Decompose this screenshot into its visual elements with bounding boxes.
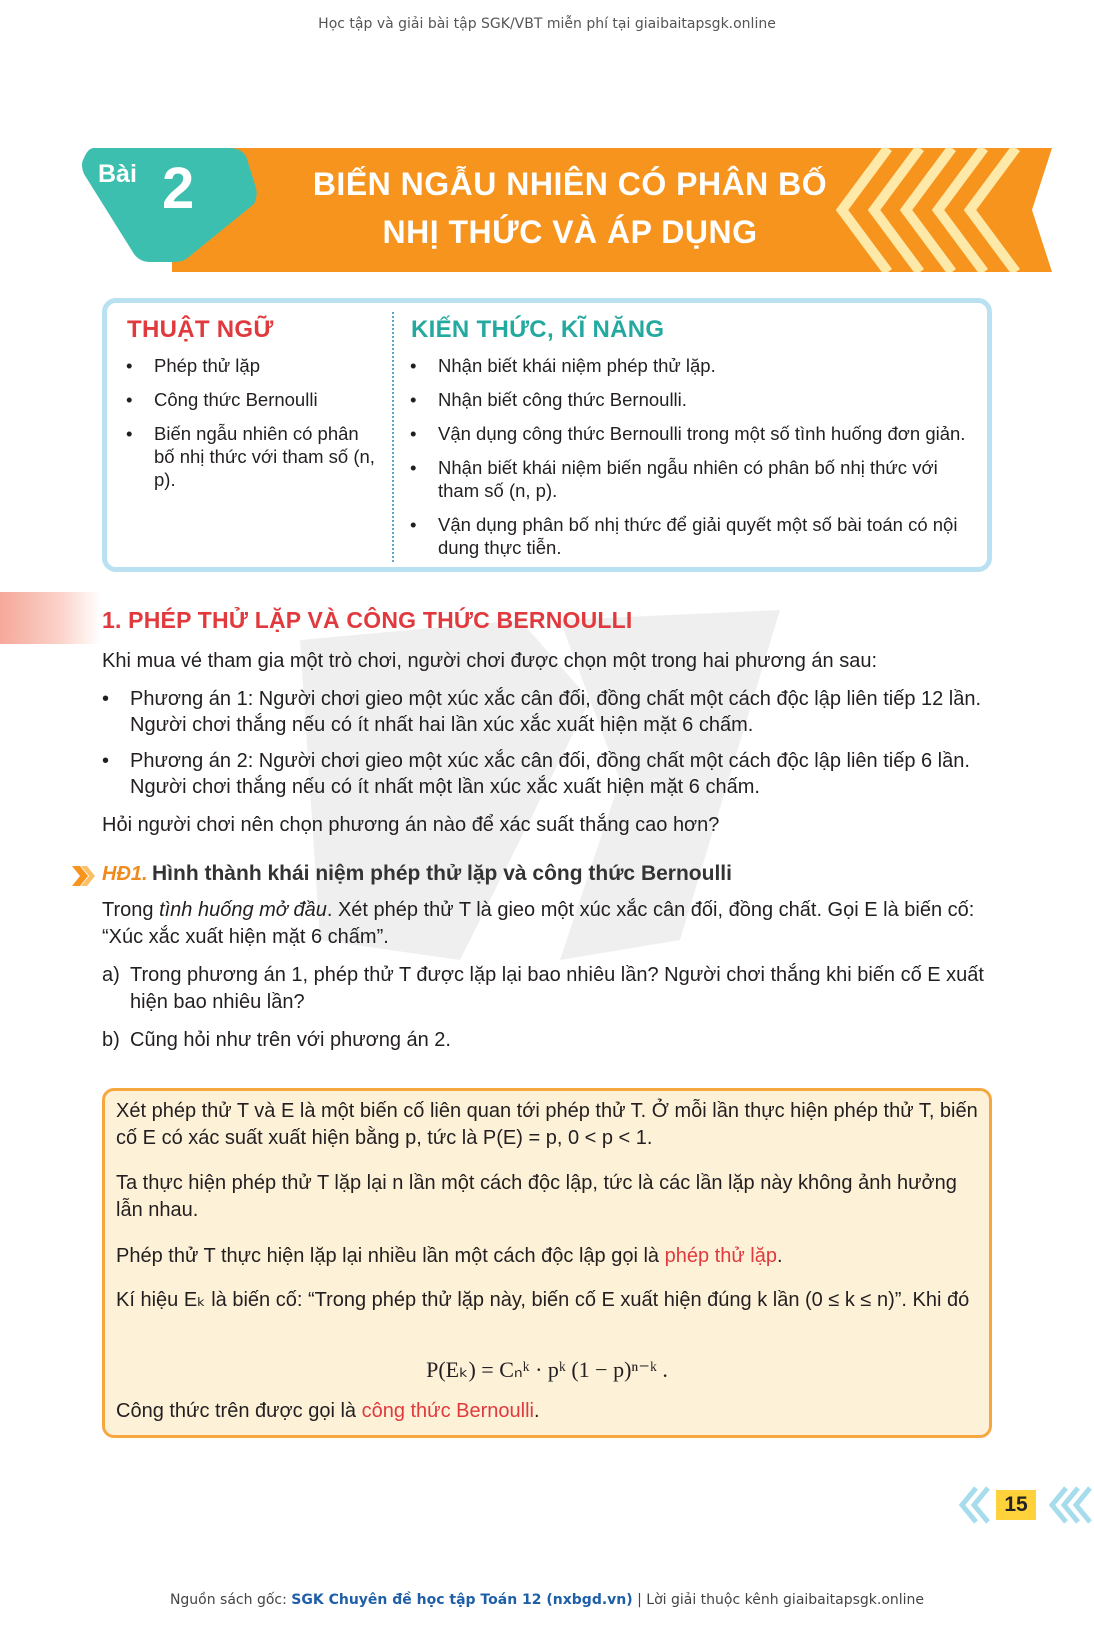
footer-source-link[interactable]: SGK Chuyên đề học tập Toán 12 (nxbgd.vn) (291, 1592, 633, 1608)
skill-item: • Nhận biết khái niệm phép thử lặp. (410, 354, 975, 377)
definition-p5 (116, 1398, 981, 1425)
term-params: (n, p). (154, 446, 375, 490)
footer-prefix: Nguồn sách gốc: (169, 1592, 292, 1608)
skills-title: KIẾN THỨC, KĨ NĂNG (411, 316, 665, 343)
chevron-right-icon (72, 866, 96, 886)
terms-title: THUẬT NGỮ (127, 316, 274, 343)
header-note: Học tập và giải bài tập SGK/VBT miễn phí tại giaibaitapsgk.online (318, 16, 776, 32)
section-intro: Khi mua vé tham gia một trò chơi, người chơi được chọn một trong hai phương án sau: (102, 650, 877, 672)
question-a (102, 962, 997, 1016)
definition-p1: Xét phép thử T và E là một biến cố liên quan tới phép thử T. Ở mỗi lần thực hiện phép thử T, biến cố E có xác suất xuất hiện bằng p, tức là P(E) = p, 0 < p < 1. (116, 1100, 978, 1149)
lesson-number: 2 (162, 156, 195, 221)
activity-intro-b: . Xét phép thử T là gieo một xúc xắc cân đối, đồng chất. Gọi E là biến cố: “Xúc xắc xuất hiện mặt 6 chấm”. (102, 899, 975, 948)
footer-suffix: | Lời giải thuộc kênh giaibaitapsgk.online (632, 1592, 925, 1608)
option-item: • Phương án 1: Người chơi gieo một xúc xắc cân đối, đồng chất một cách độc lập liên tiếp 12 lần. Người chơi thắng nếu có ít nhất hai lần xúc xắc xuất hiện mặt 6 chấm. (102, 686, 997, 738)
footer-note (0, 1592, 1094, 1608)
term-text: Biến ngẫu nhiên có phân bố nhị thức với tham số (154, 423, 359, 467)
options-list (102, 686, 997, 810)
question-a-label: a) (102, 964, 120, 986)
term-item: • Phép thử lặp (126, 354, 376, 377)
definition-p2: Ta thực hiện phép thử T lặp lại n lần một cách độc lập, tức là các lần lặp này không ảnh hưởng lẫn nhau. (116, 1172, 957, 1221)
skill-item: • Vận dụng công thức Bernoulli trong một số tình huống đơn giản. (410, 422, 975, 445)
definition-p5-text: Công thức trên được gọi là (116, 1400, 362, 1422)
question-b-label: b) (102, 1029, 120, 1051)
skills-list (410, 354, 975, 570)
lesson-title-line1: BIẾN NGẪU NHIÊN CÓ PHÂN BỐ (312, 166, 828, 202)
definition-p3-text: Phép thử T thực hiện lặp lại nhiều lần một cách độc lập gọi là (116, 1245, 665, 1267)
section-question: Hỏi người chơi nên chọn phương án nào để xác suất thắng cao hơn? (102, 814, 720, 836)
terms-list (126, 354, 376, 502)
activity-intro (102, 897, 997, 951)
term-bernoulli-formula: công thức Bernoulli (361, 1400, 534, 1422)
question-b-text: Cũng hỏi như trên với phương án 2. (130, 1029, 451, 1051)
question-b (102, 1027, 997, 1054)
activity-intro-a: Trong (102, 899, 160, 921)
term-item (126, 422, 376, 491)
page-number: 15 (1004, 1493, 1028, 1516)
definition-p3-end: . (776, 1245, 783, 1267)
lesson-title-line2: NHỊ THỨC VÀ ÁP DỤNG (382, 214, 758, 250)
activity-intro-italic: tình huống mở đầu (159, 899, 327, 921)
activity-label: HĐ1. (102, 863, 148, 885)
definition-p3 (116, 1243, 981, 1270)
activity-title: Hình thành khái niệm phép thử lặp và công thức Bernoulli (152, 862, 732, 885)
term-repeated-trial: phép thử lặp (664, 1245, 777, 1267)
lesson-word: Bài (98, 160, 137, 188)
column-divider (392, 312, 394, 562)
skill-item: • Vận dụng phân bố nhị thức để giải quyết một số bài toán có nội dung thực tiễn. (410, 513, 975, 559)
definition-p4: Kí hiệu Eₖ là biến cố: “Trong phép thử lặp này, biến cố E xuất hiện đúng k lần (0 ≤ k ≤ n)”. Khi đó (116, 1289, 970, 1311)
definition-p5-end: . (533, 1400, 540, 1422)
section-accent (0, 592, 100, 644)
option-item: • Phương án 2: Người chơi gieo một xúc xắc cân đối, đồng chất một cách độc lập liên tiếp 6 lần. Người chơi thắng nếu có ít nhất một lần xúc xắc xuất hiện mặt 6 chấm. (102, 748, 997, 800)
term-item: • Công thức Bernoulli (126, 388, 376, 411)
section-title: 1. PHÉP THỬ LẶP VÀ CÔNG THỨC BERNOULLI (102, 607, 633, 633)
bernoulli-formula: P(Eₖ) = Cₙᵏ · pᵏ (1 − p)ⁿ⁻ᵏ . (426, 1357, 668, 1382)
activity-questions (102, 962, 997, 1065)
skill-item: • Nhận biết công thức Bernoulli. (410, 388, 975, 411)
skill-item: • Nhận biết khái niệm biến ngẫu nhiên có phân bố nhị thức với tham số (n, p). (410, 456, 975, 502)
question-a-text: Trong phương án 1, phép thử T được lặp lại bao nhiêu lần? Người chơi thắng khi biến cố E xuất hiện bao nhiêu lần? (130, 964, 984, 1013)
